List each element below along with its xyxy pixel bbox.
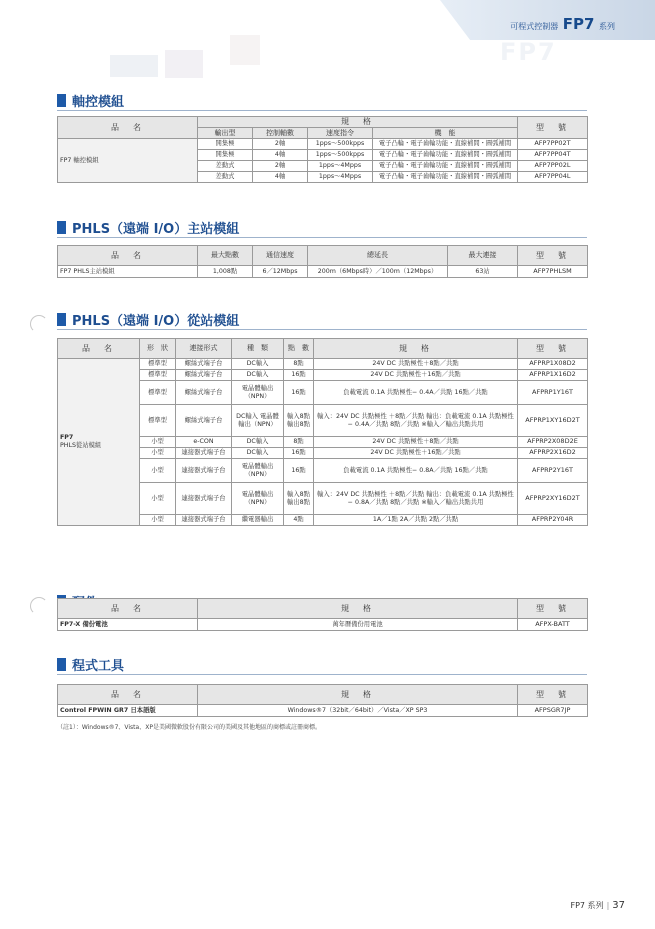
cell-spec: Windows®7（32bit／64bit）／Vista／XP SP3 — [198, 705, 518, 717]
cell-spec: 輸入：24V DC 共點極性 ＋8點／共點 輸出：負載電流 0.1A 共點極性− 0.4A／共點 8點／共點 ※輸入／輸出共點共用 — [314, 405, 518, 437]
cell-model: AFP7PP02L — [518, 161, 588, 172]
cell-model: AFPX-BATT — [518, 619, 588, 631]
master-table — [57, 245, 588, 278]
header-model: 型 號 — [518, 117, 588, 139]
banner-series-name: FP7 — [562, 15, 595, 33]
section-title-text: PHLS（遠端 I/O）從站模組 — [72, 313, 240, 329]
binder-hole-mark — [30, 597, 48, 615]
header-spec: 規 格 — [198, 117, 518, 128]
banner-category: 可程式控制器 — [510, 22, 559, 31]
cell-points: 1,008點 — [198, 266, 253, 278]
cell-axes: 2軸 — [253, 161, 308, 172]
cell-connection: 連接器式端子台 — [176, 483, 232, 515]
cell-points: 16點 — [284, 370, 314, 381]
section-marker — [57, 658, 66, 671]
cell-model: AFPRP1Y16T — [518, 381, 588, 405]
banner-text — [510, 15, 615, 33]
cell-spec: 24V DC 共點極性＋8點／共點 — [314, 359, 518, 370]
header-max: 最大連接 — [448, 246, 518, 266]
cell-model: AFP7PP02T — [518, 139, 588, 150]
section-rule — [57, 237, 587, 238]
footer-series: FP7 系列 — [570, 901, 604, 910]
cell-axes: 4軸 — [253, 150, 308, 161]
cell-output: 差動式 — [198, 172, 253, 183]
header-output: 輸出型 — [198, 128, 253, 139]
header-spec: 規 格 — [198, 599, 518, 619]
product-name-line2: PHLS從站模組 — [60, 442, 102, 449]
cell-length: 200m（6Mbps時）／100m（12Mbps） — [308, 266, 448, 278]
cell-spec: 24V DC 共點極性＋8點／共點 — [314, 437, 518, 448]
cell-output: 開集極 — [198, 139, 253, 150]
cell-points: 輸入8點 輸出8點 — [284, 405, 314, 437]
cell-model: AFPRP1X16D2 — [518, 370, 588, 381]
header-name: 品 名 — [58, 685, 198, 705]
page-footer — [571, 900, 626, 911]
cell-connection: 連接器式端子台 — [176, 515, 232, 526]
table-row — [58, 705, 588, 717]
cell-spec: 輸入：24V DC 共點極性 ＋8點／共點 輸出：負載電流 0.1A 共點極性− 0.8A／共點 8點／共點 ※輸入／輸出共點共用 — [314, 483, 518, 515]
header-shape: 形 狀 — [140, 339, 176, 359]
product-name-line1: FP7 — [60, 434, 74, 442]
cell-kind: 電晶體輸出（NPN） — [232, 483, 284, 515]
section-title-text: 程式工具 — [72, 658, 125, 674]
cell-shape: 標準型 — [140, 405, 176, 437]
cell-kind: DC輸入 — [232, 448, 284, 459]
cell-model: AFP7PP04L — [518, 172, 588, 183]
cell-speed: 1pps〜4Mpps — [308, 172, 373, 183]
cell-spec: 1A／1點 2A／共點 2點／共點 — [314, 515, 518, 526]
watermark-text: FP7 — [500, 38, 557, 66]
table-row — [58, 619, 588, 631]
cell-output: 開集極 — [198, 150, 253, 161]
cell-model: AFPRP1XY16D2T — [518, 405, 588, 437]
cell-output: 差動式 — [198, 161, 253, 172]
cell-model: AFPRP2Y04R — [518, 515, 588, 526]
cell-connection: 連接器式端子台 — [176, 459, 232, 483]
cell-connection: e-CON — [176, 437, 232, 448]
product-name: FP7 軸控模組 — [58, 139, 198, 183]
page-number: 37 — [612, 900, 625, 911]
header-kind: 種 類 — [232, 339, 284, 359]
header-spec: 規 格 — [198, 685, 518, 705]
cell-speed: 1pps〜4Mpps — [308, 161, 373, 172]
cell-spec: 24V DC 共點極性＋16點／共點 — [314, 370, 518, 381]
cell-spec: 負載電流 0.1A 共點極性− 0.8A／共點 16點／共點 — [314, 459, 518, 483]
section-motion-title — [57, 92, 124, 108]
cell-kind: 繼電器輸出 — [232, 515, 284, 526]
cell-rate: 6／12Mbps — [253, 266, 308, 278]
faded-graphic — [230, 35, 260, 65]
product-name — [58, 359, 140, 526]
section-title-text: PHLS（遠端 I/O）主站模組 — [72, 221, 240, 237]
cell-function: 電子凸輪・電子齒輪功能・直線補間・圓弧補間 — [373, 172, 518, 183]
header-name: 品 名 — [58, 339, 140, 359]
accessory-table-final-render — [57, 598, 588, 631]
section-slave-title — [57, 311, 239, 327]
cell-model: AFPRP2Y16T — [518, 459, 588, 483]
section-tool-title — [57, 656, 124, 672]
cell-spec: 24V DC 共點極性＋16點／共點 — [314, 448, 518, 459]
cell-spec: 負載電流 0.1A 共點極性− 0.4A／共點 16點／共點 — [314, 381, 518, 405]
header-model: 型 號 — [518, 339, 588, 359]
header-function: 機 能 — [373, 128, 518, 139]
cell-points: 8點 — [284, 437, 314, 448]
section-marker — [57, 94, 66, 107]
cell-max: 63站 — [448, 266, 518, 278]
cell-shape: 小型 — [140, 483, 176, 515]
header-speed: 速度指令 — [308, 128, 373, 139]
cell-shape: 標準型 — [140, 381, 176, 405]
cell-points: 16點 — [284, 448, 314, 459]
cell-model: AFPRP2X08D2E — [518, 437, 588, 448]
slave-table — [57, 338, 588, 526]
cell-axes: 4軸 — [253, 172, 308, 183]
motion-table — [57, 116, 588, 183]
header-name: 品 名 — [58, 117, 198, 139]
cell-shape: 標準型 — [140, 359, 176, 370]
cell-kind: 電晶體輸出（NPN） — [232, 381, 284, 405]
cell-points: 輸入8點 輸出8點 — [284, 483, 314, 515]
header-axes: 控制軸數 — [253, 128, 308, 139]
cell-function: 電子凸輪・電子齒輪功能・直線補間・圓弧補間 — [373, 150, 518, 161]
cell-kind: DC輸入 電晶體輸出（NPN） — [232, 405, 284, 437]
cell-points: 4點 — [284, 515, 314, 526]
banner-series-suffix: 系列 — [599, 22, 615, 31]
faded-graphic — [110, 55, 158, 77]
product-name: FP7-X 備份電池 — [58, 619, 198, 631]
cell-kind: 電晶體輸出（NPN） — [232, 459, 284, 483]
cell-shape: 小型 — [140, 459, 176, 483]
cell-model: AFPRP2XY16D2T — [518, 483, 588, 515]
product-name: Control FPWIN GR7 日本語版 — [58, 705, 198, 717]
cell-connection: 連接器式端子台 — [176, 448, 232, 459]
cell-connection: 螺絲式端子台 — [176, 405, 232, 437]
table-row — [58, 359, 588, 370]
section-rule — [57, 674, 587, 675]
cell-model: AFP7PP04T — [518, 150, 588, 161]
cell-kind: DC輸入 — [232, 370, 284, 381]
table-row — [58, 266, 588, 278]
header-points: 最大點數 — [198, 246, 253, 266]
footnote: （註1）：Windows®7、Vista、XP是美國微軟股份有限公司的美國及其他地區的商標或註冊商標。 — [57, 724, 321, 731]
header-model: 型 號 — [518, 599, 588, 619]
cell-kind: DC輸入 — [232, 359, 284, 370]
header-length: 總延長 — [308, 246, 448, 266]
section-master-title — [57, 219, 239, 235]
cell-shape: 小型 — [140, 437, 176, 448]
tool-table — [57, 684, 588, 717]
cell-model: AFPRP2X16D2 — [518, 448, 588, 459]
cell-kind: DC輸入 — [232, 437, 284, 448]
cell-spec: 萬年曆備份用電池 — [198, 619, 518, 631]
cell-shape: 小型 — [140, 448, 176, 459]
cell-connection: 螺絲式端子台 — [176, 370, 232, 381]
section-rule — [57, 329, 587, 330]
header-points: 點 數 — [284, 339, 314, 359]
cell-points: 8點 — [284, 359, 314, 370]
cell-speed: 1pps〜500kpps — [308, 139, 373, 150]
cell-shape: 小型 — [140, 515, 176, 526]
header-rate: 通信速度 — [253, 246, 308, 266]
header-model: 型 號 — [518, 685, 588, 705]
section-marker — [57, 221, 66, 234]
cell-axes: 2軸 — [253, 139, 308, 150]
section-marker — [57, 313, 66, 326]
table-row — [58, 139, 588, 150]
cell-function: 電子凸輪・電子齒輪功能・直線補間・圓弧補間 — [373, 161, 518, 172]
cell-speed: 1pps〜500kpps — [308, 150, 373, 161]
product-name: FP7 PHLS主站模組 — [58, 266, 198, 278]
header-connection: 連接形式 — [176, 339, 232, 359]
cell-points: 16點 — [284, 459, 314, 483]
header-spec: 規 格 — [314, 339, 518, 359]
footer-divider: | — [606, 901, 610, 910]
header-model: 型 號 — [518, 246, 588, 266]
cell-points: 16點 — [284, 381, 314, 405]
cell-model: AFP7PHLSM — [518, 266, 588, 278]
cell-connection: 螺絲式端子台 — [176, 359, 232, 370]
header-name: 品 名 — [58, 599, 198, 619]
binder-hole-mark — [30, 315, 48, 333]
cell-connection: 螺絲式端子台 — [176, 381, 232, 405]
cell-shape: 標準型 — [140, 370, 176, 381]
cell-function: 電子凸輪・電子齒輪功能・直線補間・圓弧補間 — [373, 139, 518, 150]
cell-model: AFPRP1X08D2 — [518, 359, 588, 370]
header-name: 品 名 — [58, 246, 198, 266]
section-rule — [57, 110, 587, 111]
cell-model: AFPSGR7JP — [518, 705, 588, 717]
section-title-text: 軸控模組 — [72, 94, 125, 110]
faded-graphic — [165, 50, 203, 78]
